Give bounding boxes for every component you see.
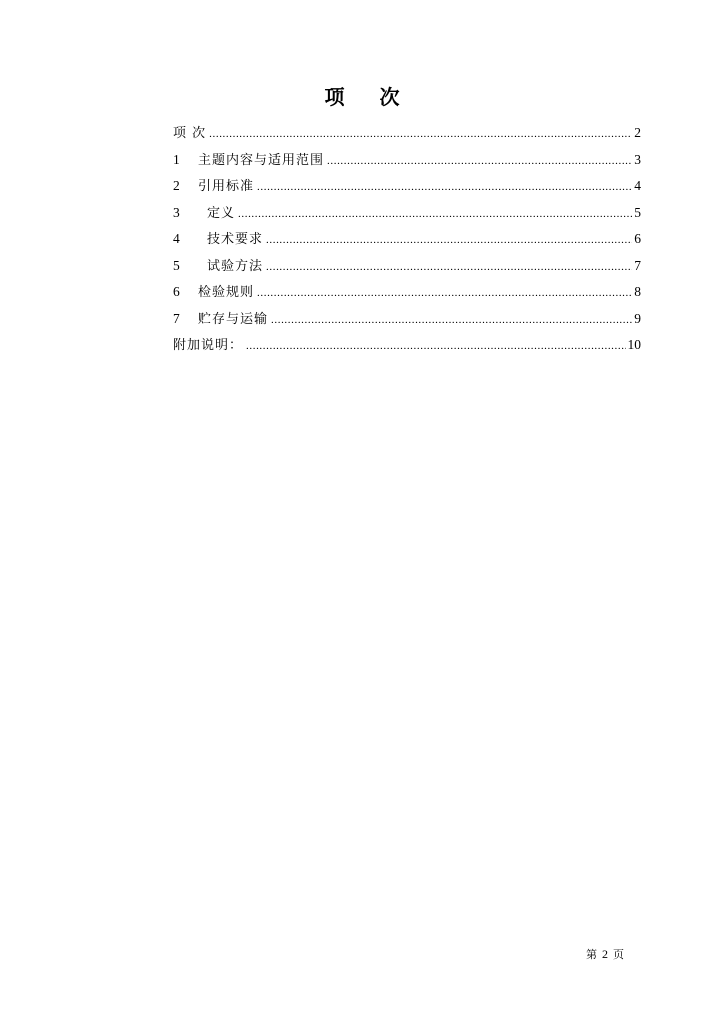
toc-entry-title: 检验规则 [198, 285, 255, 300]
toc-dot-leader [266, 230, 632, 250]
footer-prefix: 第 [586, 948, 597, 961]
toc-entry-title: 引用标准 [198, 179, 255, 194]
toc-entry-scope[interactable] [173, 150, 641, 177]
toc-entry-number: 1 [173, 151, 180, 167]
toc-entry-inspection[interactable] [173, 282, 641, 309]
footer-suffix: 页 [613, 948, 624, 961]
toc-entry-title: 附加说明： [173, 338, 244, 353]
toc-entry-title: 定义 [207, 205, 236, 221]
table-of-contents [173, 123, 641, 362]
toc-dot-leader [246, 336, 625, 356]
toc-entry-page: 2 [634, 125, 641, 140]
toc-dot-leader [257, 283, 632, 303]
toc-entry-title: 贮存与运输 [198, 311, 269, 327]
toc-dot-leader [266, 257, 632, 277]
toc-entry-title: 主题内容与适用范围 [198, 152, 325, 168]
toc-entry-page: 4 [634, 178, 641, 193]
toc-entry-number: 7 [173, 310, 180, 326]
toc-entry-storage[interactable] [173, 309, 641, 336]
toc-entry-title: 技术要求 [207, 232, 264, 247]
toc-dot-leader [327, 151, 632, 171]
toc-entry-references[interactable] [173, 176, 641, 203]
page-footer [586, 946, 624, 963]
toc-entry-contents[interactable] [173, 123, 641, 150]
toc-entry-requirements[interactable] [173, 229, 641, 256]
toc-dot-leader [271, 310, 632, 330]
toc-entry-page: 9 [634, 310, 641, 326]
toc-entry-page: 8 [634, 284, 641, 299]
toc-dot-leader [257, 177, 632, 197]
toc-entry-number: 3 [173, 204, 180, 220]
toc-entry-page: 10 [627, 337, 641, 352]
toc-entry-number: 6 [173, 284, 180, 299]
toc-entry-page: 3 [634, 151, 641, 167]
toc-entry-number: 4 [173, 231, 180, 246]
toc-entry-number: 5 [173, 257, 180, 273]
toc-entry-test-methods[interactable] [173, 256, 641, 283]
toc-dot-leader [238, 204, 632, 224]
page-title: 项 次 [324, 85, 414, 109]
toc-entry-title: 试验方法 [207, 258, 264, 274]
toc-entry-page: 7 [634, 257, 641, 273]
toc-entry-notes[interactable] [173, 335, 641, 362]
toc-entry-definitions[interactable] [173, 203, 641, 230]
footer-page-number: 2 [602, 947, 608, 961]
toc-entry-title: 项 次 [173, 126, 207, 141]
toc-entry-page: 5 [634, 204, 641, 220]
toc-entry-number: 2 [173, 178, 180, 193]
toc-dot-leader [209, 124, 632, 144]
toc-entry-page: 6 [634, 231, 641, 246]
